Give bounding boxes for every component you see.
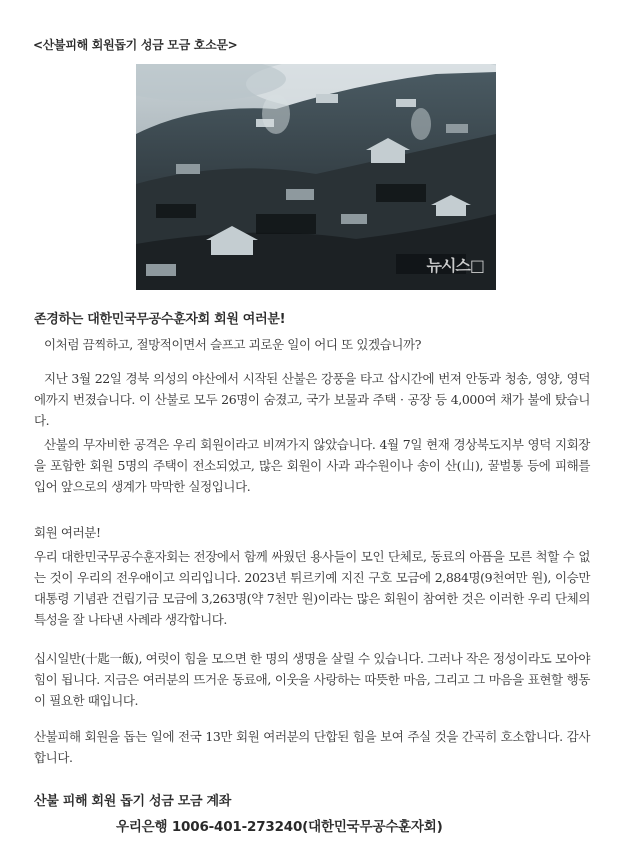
account-heading: 산불 피해 회원 돕기 성금 모금 계좌 <box>34 794 231 809</box>
paragraph-1: 이처럼 끔찍하고, 절망적이면서 슬프고 괴로운 일이 어디 또 있겠습니까? <box>44 337 422 352</box>
wildfire-photo <box>136 64 496 290</box>
document-title: <산불피해 회원돕기 성금 모금 호소문> <box>33 38 238 52</box>
sub-greeting: 회원 여러분! <box>34 525 101 540</box>
paragraph-4: 우리 대한민국무공수훈자회는 전장에서 함께 싸웠던 용사들이 모인 단체로, 동료의 아픔을 모른 척할 수 없는 것이 우리의 전우애이고 의리입니다. 2023년 튀르키예 지진 구호 모금에 2,884명(9천여만 원), 이승만 대통령 기념관 건립기금 모금에 3,263명(약 7천만 원)이라는 많은 회원이 참여한 것은 이러한 우리 단체의 특성을 잘 나타낸 사례라 생각합니다. <box>34 549 590 627</box>
bank-account-info: 우리은행 1006-401-273240(대한민국무공수훈자회) <box>116 819 443 835</box>
paragraph-6: 산불피해 회원을 돕는 일에 전국 13만 회원 여러분의 단합된 힘을 보여 주실 것을 간곡히 호소합니다. 감사합니다. <box>34 729 590 765</box>
news-watermark: 뉴시스□ <box>426 256 484 275</box>
paragraph-2: 지난 3월 22일 경북 의성의 야산에서 시작된 산불은 강풍을 타고 삽시간에 번져 안동과 청송, 영양, 영덕에까지 번졌습니다. 이 산불로 모두 26명이 숨졌고, 국가 보물과 주택 · 공장 등 4,000여 채가 불에 탔습니다. <box>34 371 590 428</box>
paragraph-3: 산불의 무자비한 공격은 우리 회원이라고 비껴가지 않았습니다. 4월 7일 현재 경상북도지부 영덕 지회장을 포함한 회원 5명의 주택이 전소되었고, 많은 회원이 사과 과수원이나 송이 산(山), 꿀벌통 등에 피해를 입어 앞으로의 생계가 막막한 실정입니다. <box>34 437 590 494</box>
greeting-heading: 존경하는 대한민국무공수훈자회 회원 여러분! <box>34 312 286 327</box>
paragraph-5: 십시일반(十匙一飯), 여럿이 힘을 모으면 한 명의 생명을 살릴 수 있습니다. 그러나 작은 정성이라도 모아야 힘이 됩니다. 지금은 여러분의 뜨거운 동료애, 이웃을 사랑하는 따뜻한 마음, 그리고 그 마음을 표현할 행동이 필요한 때입니다. <box>34 651 590 708</box>
